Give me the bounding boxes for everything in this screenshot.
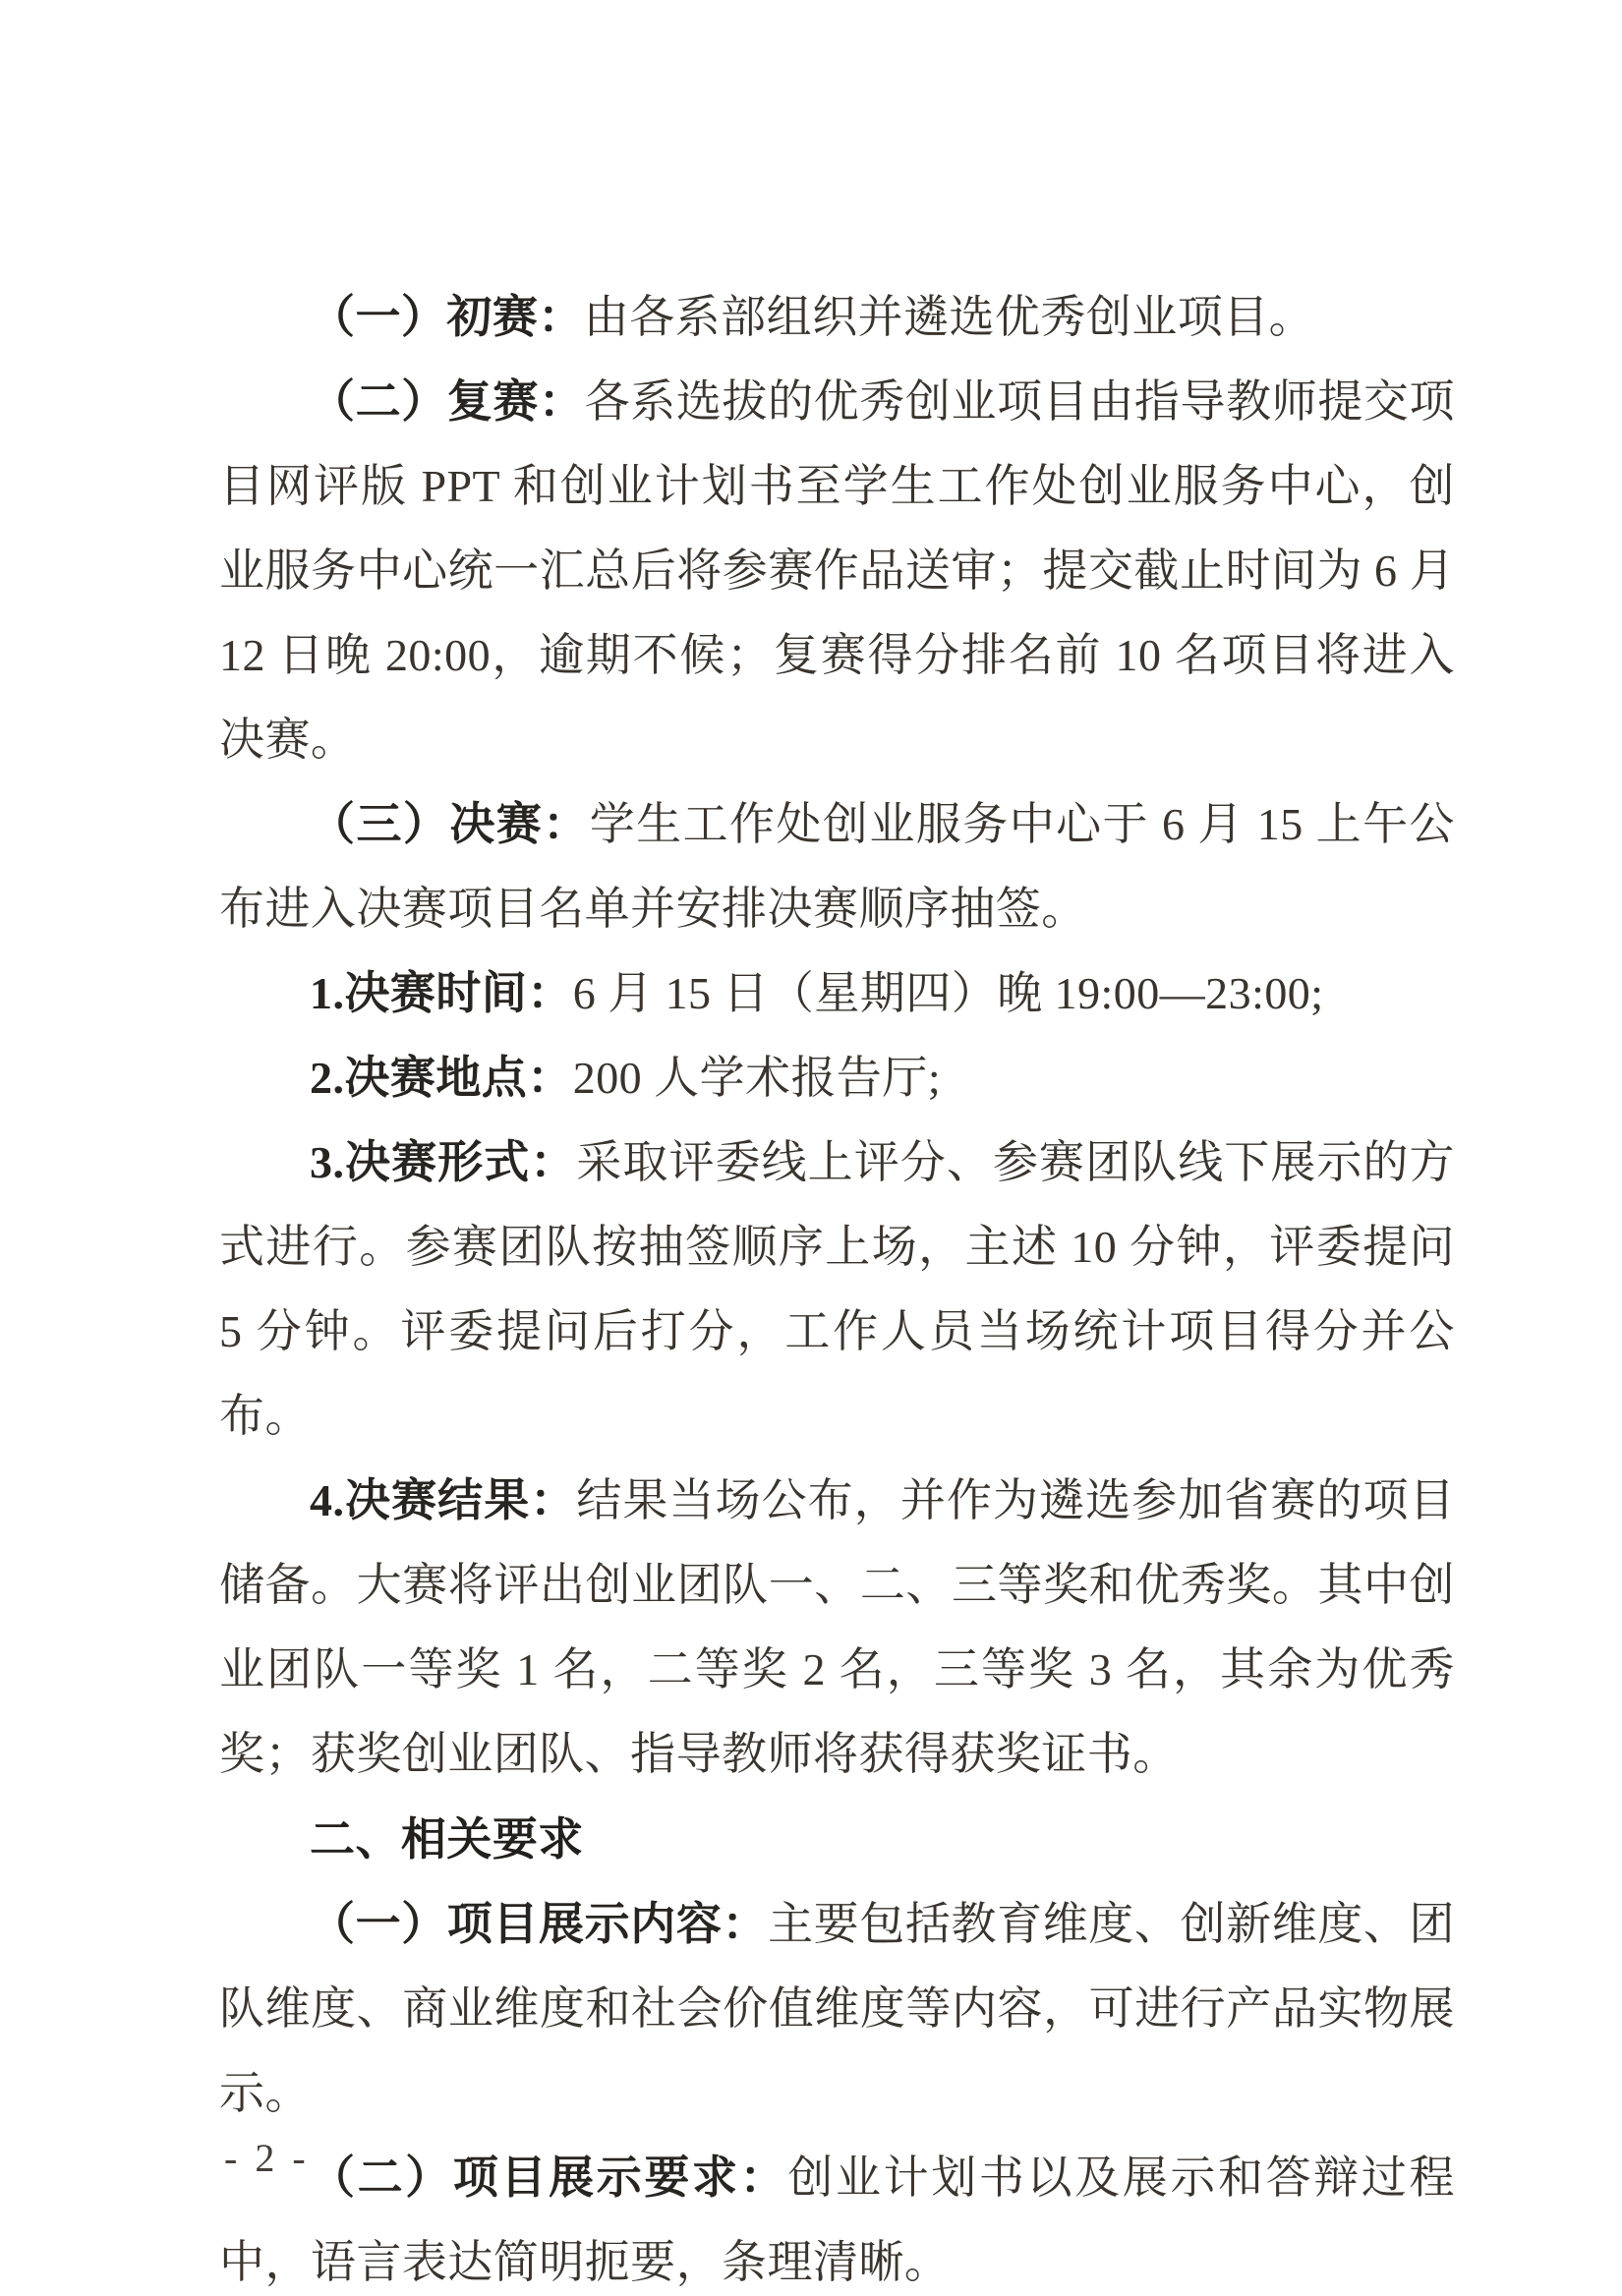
section-heading-requirements [219, 1797, 1455, 1882]
paragraph-label: 3.决赛形式： [310, 1137, 577, 1187]
paragraph-text: 由各系部组织并遴选优秀创业项目。 [583, 292, 1315, 342]
paragraph-label: （二）复赛： [310, 376, 585, 427]
paragraph-final-results [219, 1459, 1455, 1797]
paragraph-preliminary-round [219, 275, 1455, 360]
paragraph-semifinal-round [219, 360, 1455, 782]
page-number: - 2 - [224, 2136, 310, 2180]
paragraph-final-format [219, 1120, 1455, 1459]
paragraph-label: 4.决赛结果： [310, 1475, 577, 1525]
paragraph-final-round [219, 782, 1455, 951]
paragraph-final-time [219, 951, 1455, 1036]
paragraph-label: （一）项目展示内容： [310, 1899, 769, 1949]
paragraph-text: 学生工作处创业服务中心于 6 月 15 上午公布进入决赛项目名单并安排决赛顺序抽签。 [219, 799, 1455, 934]
section-heading-text: 二、相关要求 [310, 1813, 584, 1865]
paragraph-text: 各系选拔的优秀创业项目由指导教师提交项目网评版 PPT 和创业计划书至学生工作处创业服务中心，创业服务中心统一汇总后将参赛作品送审；提交截止时间为 6 月 12 日晚 20:00，逾期不候；复赛得分排名前 10 名项目将进入决赛。 [219, 376, 1455, 765]
paragraph-text: 主要包括教育维度、创新维度、团队维度、商业维度和社会价值维度等内容，可进行产品实物展示。 [219, 1899, 1455, 2118]
paragraph-label: 1.决赛时间： [310, 968, 573, 1018]
paragraph-text: 采取评委线上评分、参赛团队线下展示的方式进行。参赛团队按抽签顺序上场，主述 10 分钟，评委提问 5 分钟。评委提问后打分，工作人员当场统计项目得分并公布。 [219, 1137, 1455, 1441]
paragraph-display-content [219, 1882, 1455, 2136]
paragraph-text: 200 人学术报告厅; [572, 1053, 942, 1103]
paragraph-final-location [219, 1036, 1455, 1120]
paragraph-label: 2.决赛地点： [310, 1053, 573, 1103]
paragraph-text: 创业计划书以及展示和答辩过程中，语言表达简明扼要，条理清晰。 [219, 2152, 1455, 2287]
document-body [219, 275, 1455, 2296]
paragraph-label: （三）决赛： [310, 799, 590, 849]
paragraph-display-requirements [219, 2136, 1455, 2296]
paragraph-text: 6 月 15 日（星期四）晚 19:00—23:00; [572, 968, 1324, 1018]
paragraph-text: 结果当场公布，并作为遴选参加省赛的项目储备。大赛将评出创业团队一、二、三等奖和优秀奖。其中创业团队一等奖 1 名，二等奖 2 名，三等奖 3 名，其余为优秀奖；获奖创业团队、指导教师将获得获奖证书。 [219, 1475, 1455, 1779]
paragraph-label: （二）项目展示要求： [310, 2152, 788, 2203]
paragraph-label: （一）初赛： [310, 292, 584, 342]
